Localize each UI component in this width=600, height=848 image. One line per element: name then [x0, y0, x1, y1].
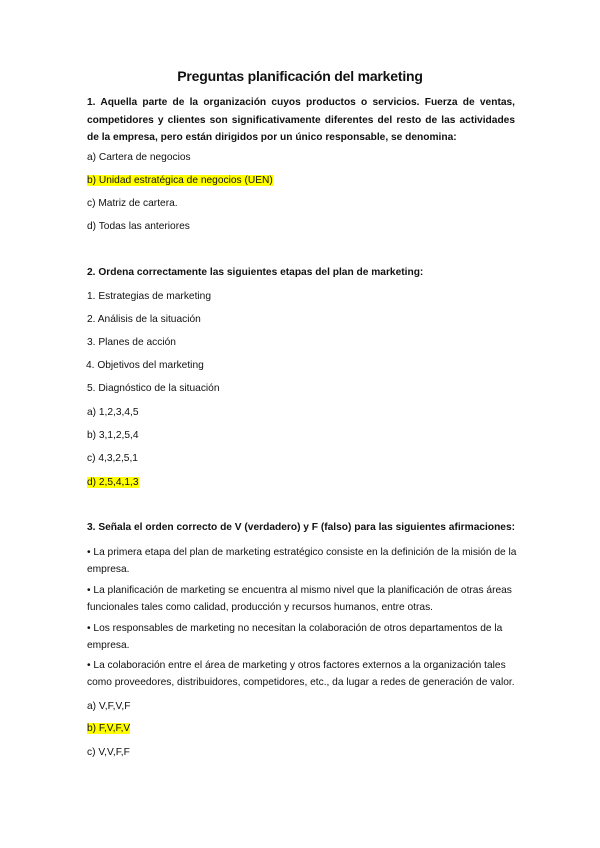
question-number: 2. — [87, 267, 96, 278]
q3-option-a: a) V,F,V,F — [87, 701, 131, 712]
question-number: 3. — [87, 522, 96, 533]
q2-option-b: b) 3,1,2,5,4 — [87, 430, 139, 441]
q2-item-2: 2. Análisis de la situación — [87, 314, 201, 325]
q2-option-c: c) 4,3,2,5,1 — [87, 453, 138, 464]
q1-option-d: d) Todas las anteriores — [87, 221, 190, 232]
q2-item-1: 1. Estrategias de marketing — [87, 291, 212, 302]
question-text: Ordena correctamente las siguientes etapas del plan de marketing: — [98, 267, 424, 278]
q1-option-c: c) Matriz de cartera. — [87, 198, 178, 209]
q2-option-d-highlighted: d) 2,5,4,1,3 — [87, 477, 139, 488]
question-number: 1. — [87, 97, 96, 108]
q3-option-b-highlighted: b) F,V,F,V — [87, 723, 131, 734]
question-2-heading — [87, 264, 515, 282]
q3-statement-2: • La planificación de marketing se encuentra al mismo nivel que la planificación de otras áreas funcionales tales como calidad, producción y recursos humanos, entre otras. — [87, 585, 512, 613]
q3-option-c: c) V,V,F,F — [87, 747, 130, 758]
q3-statement-3: • Los responsables de marketing no necesitan la colaboración de otros departamentos de la empresa. — [87, 623, 503, 651]
question-3-heading — [87, 519, 527, 537]
q3-statement-4: • La colaboración entre el área de marketing y otros factores externos a la organización tales como proveedores, distribuidores, competidores, etc., da lugar a redes de generación de valor. — [87, 660, 515, 688]
q2-item-3: 3. Planes de acción — [87, 337, 176, 348]
q1-option-a: a) Cartera de negocios — [87, 152, 191, 163]
page-title: Preguntas planificación del marketing — [177, 68, 423, 84]
q2-item-4: 4. Objetivos del marketing — [86, 360, 204, 371]
question-text: Aquella parte de la organización cuyos productos o servicios. Fuerza de ventas, competidores y clientes son significativamente diferentes del resto de las actividades de la empresa, pero están dirigidos por un único responsable, se denomina: — [87, 97, 515, 143]
q2-option-a: a) 1,2,3,4,5 — [87, 407, 139, 418]
q2-item-5: 5. Diagnóstico de la situación — [87, 383, 220, 394]
question-text: Señala el orden correcto de V (verdadero) y F (falso) para las siguientes afirmaciones: — [98, 522, 516, 533]
q3-statement-1: • La primera etapa del plan de marketing estratégico consiste en la definición de la misión de la empresa. — [87, 547, 517, 575]
question-1-heading — [87, 94, 515, 147]
q1-option-b-highlighted: b) Unidad estratégica de negocios (UEN) — [87, 175, 273, 186]
